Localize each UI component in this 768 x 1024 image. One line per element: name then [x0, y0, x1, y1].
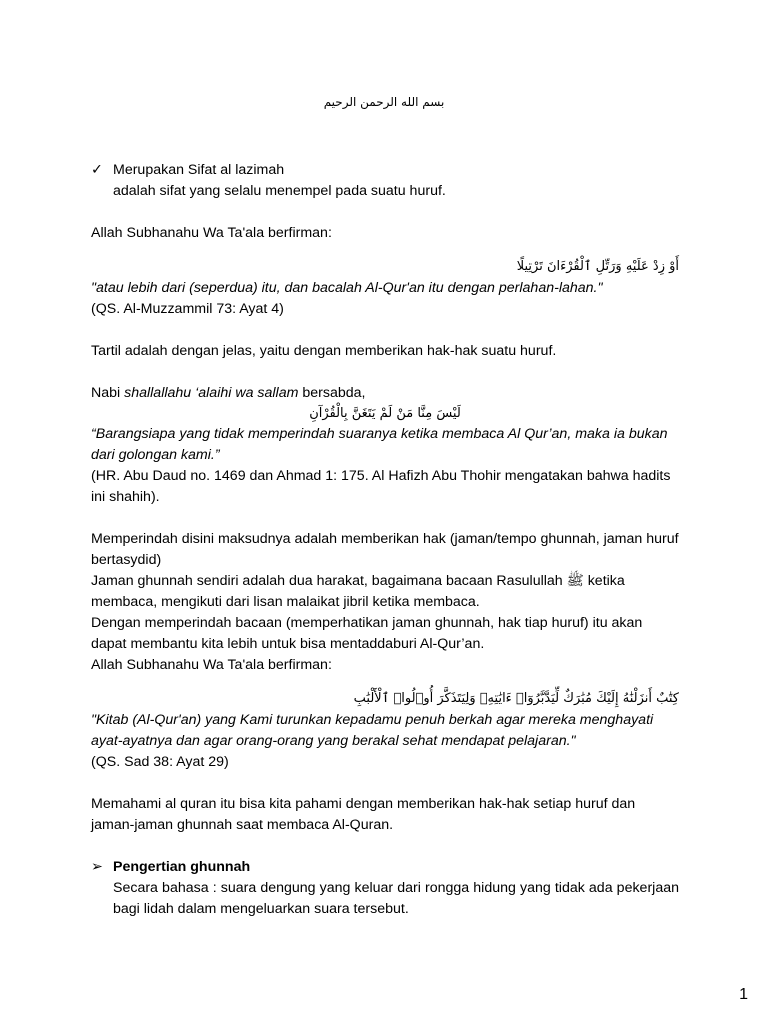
sifat-description: adalah sifat yang selalu menempel pada suatu huruf.	[113, 183, 446, 199]
jaman-ghunnah-paragraph: Jaman ghunnah sendiri adalah dua harakat, bagaimana bacaan Rasulullah ﷺ ketika membaca, mengikuti dari lisan malaikat jibril ketika membaca.	[91, 573, 625, 610]
ayat-1-reference: (QS. Al-Muzzammil 73: Ayat 4)	[91, 301, 284, 317]
hadith-translation: “Barangsiapa yang tidak memperindah suaranya ketika membaca Al Qur’an, maka ia bukan dari golongan kami.”	[91, 426, 668, 463]
pengertian-description: Secara bahasa : suara dengung yang keluar dari rongga hidung yang tidak ada pekerjaan bagi lidah dalam mengeluarkan suara tersebut.	[113, 880, 679, 917]
dengan-memperindah-paragraph: Dengan memperindah bacaan (memperhatikan jaman ghunnah, hak tiap huruf) itu akan dapat membantu kita lebih untuk bisa mentaddaburi Al-Qur’an.	[91, 615, 643, 652]
intro-firman-2: Allah Subhanahu Wa Ta'ala berfirman:	[91, 657, 332, 673]
hadith-reference: (HR. Abu Daud no. 1469 dan Ahmad 1: 175. Al Hafizh Abu Thohir mengatakan bahwa hadits ini shahih).	[91, 468, 671, 505]
ayat-2-reference: (QS. Sad 38: Ayat 29)	[91, 754, 229, 770]
pengertian-title: Pengertian ghunnah	[113, 859, 251, 875]
hadith-arabic: لَيْسَ مِنَّا مَنْ لَمْ يَتَغَنَّ بِالْقُرْآنِ	[309, 406, 461, 421]
arrow-bullet-icon: ➢	[91, 859, 103, 875]
tartil-paragraph: Tartil adalah dengan jelas, yaitu dengan memberikan hak-hak suatu huruf.	[91, 343, 557, 359]
bismillah-heading: بسم الله الرحمن الرحيم	[323, 95, 445, 109]
sifat-bullet	[91, 160, 679, 202]
ayat-2-arabic: كِتَٰبٌ أَنزَلْنَٰهُ إِلَيْكَ مُبَٰرَكٌ لِّيَدَّبَّرُوٓا۟ ءَايَٰتِهِۦ وَلِيَتَذَكَّرَ أُو۟لُوا۟ ٱلْأَلْبَٰبِ	[353, 691, 679, 706]
check-mark-icon: ✓	[91, 162, 103, 178]
pengertian-bullet	[91, 857, 679, 920]
page-number: 1	[739, 986, 748, 1003]
ayat-1-arabic: أَوْ زِدْ عَلَيْهِ وَرَتِّلِ ٱلْقُرْءَانَ تَرْتِيلًا	[516, 259, 679, 274]
sifat-title: Merupakan Sifat al lazimah	[113, 162, 285, 178]
document-body	[91, 160, 679, 920]
memperindah-paragraph: Memperindah disini maksudnya adalah memberikan hak (jaman/tempo ghunnah, jaman huruf bertasydid)	[91, 531, 679, 568]
ayat-2-translation: "Kitab (Al-Qur'an) yang Kami turunkan kepadamu penuh berkah agar mereka menghayati ayat-ayatnya dan agar orang-orang yang berakal sehat mendapat pelajaran."	[91, 712, 654, 749]
memahami-paragraph: Memahami al quran itu bisa kita pahami dengan memberikan hak-hak setiap huruf dan jaman-jaman ghunnah saat membaca Al-Quran.	[91, 796, 636, 833]
nabi-line: Nabi shallallahu ‘alaihi wa sallam bersabda,	[91, 385, 366, 401]
intro-firman-1: Allah Subhanahu Wa Ta'ala berfirman:	[91, 225, 332, 241]
ayat-1-translation: "atau lebih dari (seperdua) itu, dan bacalah Al-Qur'an itu dengan perlahan-lahan."	[91, 280, 603, 296]
